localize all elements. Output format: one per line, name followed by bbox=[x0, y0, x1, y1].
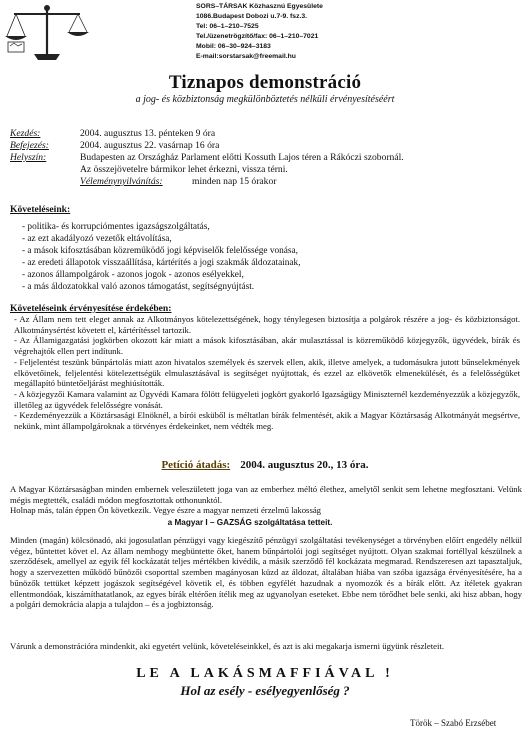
demand-item: - az eredeti állapotok visszaállítása, kártérítés a jogi szakmák áldozatainak, bbox=[22, 258, 301, 268]
org-mobile: Mobil: 06–30–924–3183 bbox=[196, 43, 271, 50]
schedule-note: Az összejövetelre bármikor lehet érkezni, vissza térni. bbox=[80, 164, 288, 175]
demand-item: - a más áldozatokkal való azonos támogatást, segítségnyújtást. bbox=[22, 282, 255, 292]
org-phone: Tel: 06–1–210–7525 bbox=[196, 23, 259, 30]
start-label: Kezdés: bbox=[10, 128, 41, 139]
org-fax: Tel./üzenetrögzítő/fax: 06–1–210–7021 bbox=[196, 33, 319, 40]
org-address: 1086.Budapest Dobozi u.7-9. fsz.3. bbox=[196, 13, 308, 20]
body-paragraph: Minden (magán) kölcsönadó, aki jogosulatlan pénzügyi vagy kiegészítő pénzügyi szolgáltatási tevékenységet a törvényben előírt engedély nélkül végez, bűntettet követ el. Az állam nemhogy megbüntette őket, hanem bűnpártolói jogi segítséget nyújtott. Olyan szakmai fortéllyal készülnek a szerződések, amellyel az egyik fél kockázatát teljes mértékben kivédik, a másik szerződő fél kockázata megmarad. Rendszeresen azt tapasztaljuk, hogy a szervezetten működő bűnözői csoporttal szemben magányosan küzd az áldozat, általában hiába van szóba igazsága érvényesítésére, ha a bűnözők tettüket képzett jogászok segítségével követik el, és többen egyfélét hazudnak a nyomozók és a bírák előtt. Az ítéletek gyakran ellentmondóak, kiszámíthatatlanok, az egyes bírák eltérően ítélik meg az ugyanolyan eseteket. Ebbe nem törődhet bele senki, aki hisz abban, hogy a polgári demokrácia alapja a tulajdon – és a jogbiztonság. bbox=[10, 535, 522, 610]
petition-value: 2004. augusztus 20., 13 óra. bbox=[240, 459, 369, 471]
signature: Török – Szabó Erzsébet bbox=[410, 718, 497, 728]
petition-line bbox=[0, 459, 530, 471]
page-title: Tiznapos demonstráció bbox=[168, 72, 362, 93]
opinion-value: minden nap 15 órakor bbox=[192, 176, 277, 187]
end-value: 2004. augusztus 22. vasárnap 16 óra bbox=[80, 140, 220, 151]
org-email: E-mail:sorstarsak@freemail.hu bbox=[196, 53, 296, 60]
slogan-sub: Hol az esély - esélyegyenlőség ? bbox=[180, 683, 350, 698]
demands-title: Követeléseink: bbox=[10, 204, 71, 215]
demand-item: - politika- és korrupciómentes igazságszolgáltatás, bbox=[22, 222, 210, 232]
demand-item: - az ezt akadályozó vezetők eltávolítása, bbox=[22, 234, 172, 244]
page-subtitle: a jog- és közbiztonság megkülönböztetés nélküli érvényesítéséért bbox=[135, 94, 395, 105]
rights-paragraph: A Magyar Köztársaságban minden embernek veleszületett joga van az emberhez méltó élethez, amelytől senkit sem lehetne megfosztani. Velünk mégis megtették, családi módon megfosztottak otthonunktól. bbox=[10, 484, 522, 505]
holnap-line: Holnap más, talán éppen Ön következik. Vegye észre a magyar nemzeti érzelmű lakosság bbox=[10, 505, 322, 516]
enforce-title: Követeléseink érvényesítése érdekében: bbox=[10, 303, 172, 314]
enforce-paragraph: - Kezdeményezzük a Köztársasági Elnöknél, a bírói esküből is méltatlan bírák felmentését, akik a Magyar Köztársaság Alkotmányát megsértve, nekünk, mint állampolgároknak a törvényes érdekeinket, nem védték meg. bbox=[14, 410, 520, 432]
start-value: 2004. augusztus 13. pénteken 9 óra bbox=[80, 128, 216, 139]
demand-item: - azonos állampolgárok - azonos jogok - azonos esélyekkel, bbox=[22, 270, 244, 280]
enforce-paragraphs bbox=[14, 314, 520, 432]
org-name: SORS–TÁRSAK Közhasznú Egyesülete bbox=[196, 3, 323, 10]
demand-item: - a mások kifosztásában közreműködő jogi képviselők felelőssége vonása, bbox=[22, 246, 298, 256]
scales-of-justice-logo-icon bbox=[4, 2, 90, 64]
rights-block bbox=[10, 484, 522, 516]
end-label: Befejezés: bbox=[10, 140, 49, 151]
enforce-paragraph: - A közjegyzői Kamara valamint az Ügyvédi Kamara fölött felügyeleti jogkört gyakorló Igazságügy Miniszternél kezdeményezzük a közjegyzők, illetőleg az ügyvédek felelősségre vonását. bbox=[14, 388, 520, 410]
magyar-igazsag-line: a Magyar I – GAZSÁG szolgáltatása tetteit. bbox=[167, 518, 333, 527]
opinion-label: Véleménynyilvánítás: bbox=[80, 176, 163, 187]
slogan-main: LE A LAKÁSMAFFIÁVAL ! bbox=[136, 666, 394, 681]
location-value: Budapesten az Országház Parlament előtti Kossuth Lajos téren a Rákóczi szobornál. bbox=[80, 152, 404, 163]
petition-label: Petíció átadás: bbox=[161, 459, 231, 471]
enforce-paragraph: - Feljelentést teszünk bűnpártolás miatt azon hivatalos személyek és szervek ellen, akik, illetve amelyek, a tudomásukra jutott bűnselekmények elkövetőinek, feljelentési kötelezettségük elmulasztásával is segítséget nyújtottak, és ezzel az elkövetők elmenekülését, és a felelősségüket megállapító büntetőeljárást meghiúsították. bbox=[14, 356, 520, 389]
invite-line: Várunk a demonstrációra mindenkit, aki egyetért velünk, követeléseinkkel, és azt is aki megakarja ismerni ügyünk részleteit. bbox=[10, 641, 444, 651]
location-label: Helyszín: bbox=[10, 152, 47, 163]
enforce-paragraph: - Az Állam nem tett eleget annak az Alkotmányos kötelezettségének, hogy ténylegesen biztosítja a polgárok részére a jog- és közbiztonságot. Alkotmánysértést követett el, kártérítéssel tartozik. bbox=[14, 314, 520, 335]
enforce-paragraph: - Az Államigazgatási jogkörben okozott kár miatt a mások kifosztásában, akár mulasztással is közreműködő közjegyzők, ügyvédek, bírák és végrehajtók ellen pert indítunk. bbox=[14, 335, 520, 357]
